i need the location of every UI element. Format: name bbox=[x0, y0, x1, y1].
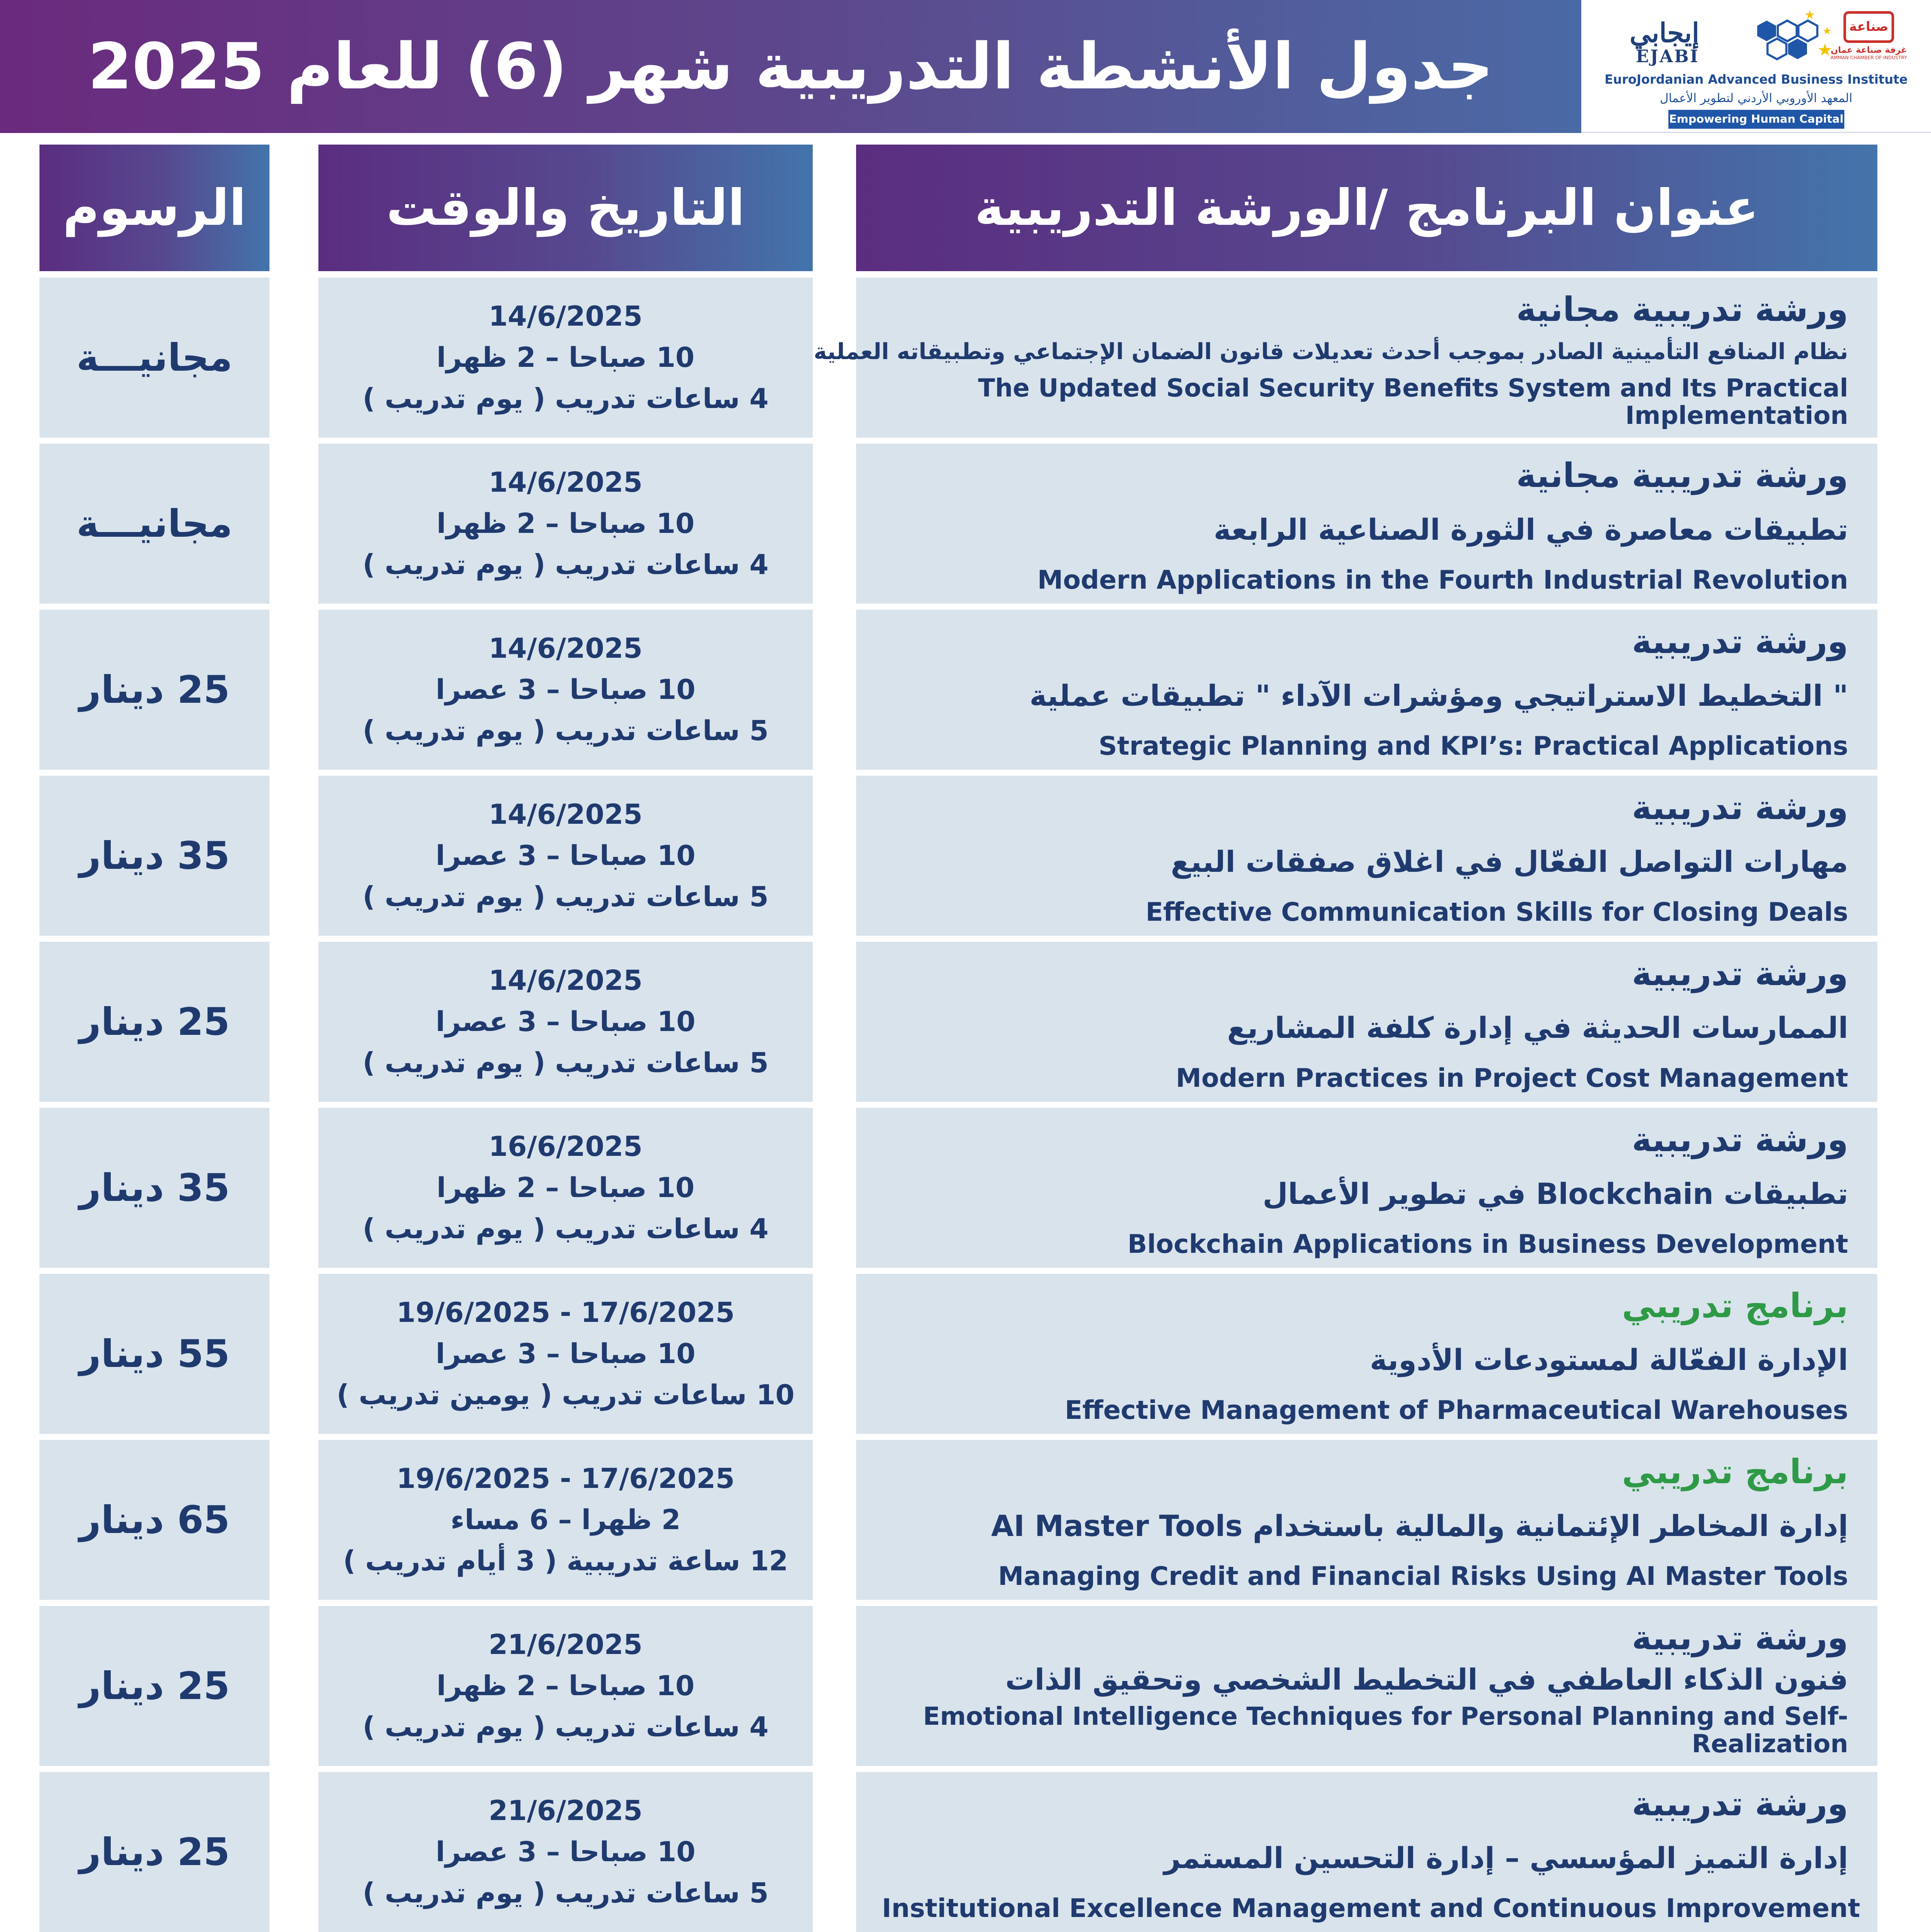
fee-text: 55 دينار bbox=[79, 1332, 230, 1376]
column-header-fee-text: الرسوم bbox=[63, 179, 246, 237]
row-date-cell bbox=[318, 1108, 813, 1268]
hexagon-logo-icon bbox=[1744, 8, 1833, 69]
row-date-cell bbox=[318, 610, 813, 770]
duration-text: 4 ساعات تدريب ( يوم تدريب ) bbox=[362, 549, 769, 581]
chamber-name: غرفة صناعة عمان bbox=[1831, 44, 1907, 55]
time-text: 10 صباحا – 2 ظهرا bbox=[436, 1172, 695, 1204]
time-text: 10 صباحا – 3 عصرا bbox=[436, 840, 696, 872]
row-title-cell bbox=[856, 1772, 1877, 1932]
row-title-cell bbox=[856, 1606, 1877, 1766]
program-title-ar: مهارات التواصل الفعّال في اغلاق صفقات البيع bbox=[1171, 845, 1848, 879]
fee-text: 25 دينار bbox=[79, 1664, 230, 1708]
time-text: 10 صباحا – 2 ظهرا bbox=[436, 1670, 695, 1702]
program-title-en: Institutional Excellence Management and Continuous Improvement bbox=[882, 1893, 1860, 1923]
date-text: 21/6/2025 bbox=[488, 1795, 643, 1827]
date-text: 14/6/2025 bbox=[488, 798, 643, 831]
program-title-ar: الممارسات الحديثة في إدارة كلفة المشاريع bbox=[1227, 1011, 1848, 1045]
date-text: 16/6/2025 bbox=[488, 1131, 643, 1163]
row-title-cell bbox=[856, 1108, 1877, 1268]
svg-text:★: ★ bbox=[1817, 40, 1833, 60]
row-fee-cell bbox=[39, 1772, 269, 1932]
duration-text: 5 ساعات تدريب ( يوم تدريب ) bbox=[362, 715, 769, 747]
program-title-ar: فنون الذكاء العاطفي في التخطيط الشخصي وتحقيق الذات bbox=[1005, 1663, 1848, 1697]
row-title-cell bbox=[856, 1274, 1877, 1434]
duration-text: 5 ساعات تدريب ( يوم تدريب ) bbox=[362, 1877, 769, 1909]
row-fee-cell bbox=[39, 1274, 269, 1434]
date-text: 14/6/2025 bbox=[488, 466, 643, 499]
row-title-cell bbox=[856, 942, 1877, 1102]
row-date-cell bbox=[318, 942, 813, 1102]
program-title-ar: إدارة المخاطر الإئتمانية والمالية باستخدام AI Master Tools bbox=[991, 1509, 1848, 1543]
row-fee-cell bbox=[39, 942, 269, 1102]
fee-text: مجانيـــة bbox=[76, 502, 233, 546]
activity-type: ورشة تدريبية bbox=[1631, 623, 1848, 661]
program-title-ar: تطبيقات معاصرة في الثورة الصناعية الرابعة bbox=[1214, 513, 1848, 547]
row-fee-cell bbox=[39, 1440, 269, 1600]
program-title-en: Strategic Planning and KPI’s: Practical Applications bbox=[1099, 731, 1848, 761]
row-fee-cell bbox=[39, 610, 269, 770]
date-text: 14/6/2025 bbox=[488, 300, 643, 333]
column-header-date bbox=[318, 145, 813, 271]
column-header-fee bbox=[39, 145, 269, 271]
time-text: 10 صباحا – 3 عصرا bbox=[436, 674, 696, 706]
row-fee-cell bbox=[39, 1108, 269, 1268]
duration-text: 4 ساعات تدريب ( يوم تدريب ) bbox=[362, 383, 769, 415]
chamber-seal bbox=[1822, 8, 1916, 63]
fee-text: 35 دينار bbox=[79, 834, 230, 878]
program-title-en: The Updated Social Security Benefits System and Its Practical Implementation bbox=[978, 373, 1848, 430]
program-title-ar: تطبيقات Blockchain في تطوير الأعمال bbox=[1262, 1177, 1848, 1211]
row-title-cell bbox=[856, 1440, 1877, 1600]
row-date-cell bbox=[318, 1772, 813, 1932]
fee-text: مجانيـــة bbox=[76, 336, 233, 380]
row-fee-cell bbox=[39, 278, 269, 438]
institute-name-en: EuroJordanian Advanced Business Institute bbox=[1604, 72, 1908, 87]
institute-name-ar: المعهد الأوروبي الأردني لتطوير الأعمال bbox=[1660, 91, 1852, 105]
duration-text: 5 ساعات تدريب ( يوم تدريب ) bbox=[362, 881, 769, 913]
row-title-cell bbox=[856, 444, 1877, 604]
row-fee-cell bbox=[39, 1606, 269, 1766]
fee-text: 35 دينار bbox=[79, 1166, 230, 1210]
fee-text: 25 دينار bbox=[79, 668, 230, 712]
page-title bbox=[0, 0, 1581, 133]
time-text: 10 صباحا – 2 ظهرا bbox=[436, 508, 695, 540]
program-title-ar: إدارة التميز المؤسسي – إدارة التحسين المستمر bbox=[1164, 1841, 1848, 1875]
row-date-cell bbox=[318, 1274, 813, 1434]
row-date-cell bbox=[318, 1606, 813, 1766]
program-title-en: Managing Credit and Financial Risks Using AI Master Tools bbox=[998, 1561, 1848, 1591]
logo bbox=[1581, 0, 1931, 133]
row-date-cell bbox=[318, 444, 813, 604]
date-text: 21/6/2025 bbox=[488, 1629, 643, 1661]
date-text: 19/6/2025 - 17/6/2025 bbox=[396, 1463, 735, 1495]
tagline-badge: Empowering Human Capital bbox=[1668, 110, 1844, 129]
column-header-date-text: التاريخ والوقت bbox=[386, 179, 745, 237]
activity-type: ورشة تدريبية bbox=[1631, 955, 1848, 993]
fee-text: 65 دينار bbox=[79, 1498, 230, 1542]
activity-type: ورشة تدريبية مجانية bbox=[1516, 290, 1848, 329]
program-title-ar: نظام المنافع التأمينية الصادر بموجب أحدث تعديلات قانون الضمان الإجتماعي وتطبيقاته العملية bbox=[814, 339, 1848, 365]
time-text: 2 ظهرا – 6 مساء bbox=[451, 1504, 681, 1536]
program-title-en: Modern Practices in Project Cost Management bbox=[1175, 1063, 1848, 1093]
chamber-name-en: AMMAN CHAMBER OF INDUSTRY bbox=[1830, 54, 1907, 60]
chamber-seal-badge: صناعة bbox=[1843, 11, 1894, 43]
activity-type: ورشة تدريبية bbox=[1631, 1121, 1848, 1159]
date-text: 14/6/2025 bbox=[488, 632, 643, 665]
time-text: 10 صباحا – 2 ظهرا bbox=[436, 342, 695, 374]
column-header-title bbox=[856, 145, 1877, 271]
program-title-en: Blockchain Applications in Business Development bbox=[1127, 1229, 1848, 1259]
row-fee-cell bbox=[39, 444, 269, 604]
duration-text: 4 ساعات تدريب ( يوم تدريب ) bbox=[362, 1711, 769, 1743]
fee-text: 25 دينار bbox=[79, 1830, 230, 1874]
program-title-en: Effective Management of Pharmaceutical Warehouses bbox=[1065, 1395, 1848, 1425]
row-date-cell bbox=[318, 278, 813, 438]
logo-arabic-text: إيجابي bbox=[1629, 17, 1699, 48]
row-title-cell bbox=[856, 610, 1877, 770]
row-title-cell bbox=[814, 278, 1877, 438]
program-title-en: Modern Applications in the Fourth Industrial Revolution bbox=[1037, 565, 1848, 595]
time-text: 10 صباحا – 3 عصرا bbox=[436, 1006, 696, 1038]
row-title-cell bbox=[856, 776, 1877, 936]
program-title-en: Emotional Intelligence Techniques for Personal Planning and Self-Realization bbox=[923, 1702, 1848, 1758]
date-text: 19/6/2025 - 17/6/2025 bbox=[396, 1297, 735, 1329]
column-header-title-text: عنوان البرنامج /الورشة التدريبية bbox=[975, 179, 1759, 237]
svg-text:★: ★ bbox=[1804, 8, 1816, 22]
program-title-en: Effective Communication Skills for Closing Deals bbox=[1145, 897, 1848, 927]
duration-text: 5 ساعات تدريب ( يوم تدريب ) bbox=[362, 1047, 769, 1079]
activity-type: ورشة تدريبية bbox=[1631, 1619, 1848, 1657]
row-fee-cell bbox=[39, 776, 269, 936]
duration-text: 12 ساعة تدريبية ( 3 أيام تدريب ) bbox=[343, 1545, 788, 1577]
duration-text: 10 ساعات تدريب ( يومين تدريب ) bbox=[336, 1379, 795, 1411]
svg-text:★: ★ bbox=[1822, 25, 1832, 37]
activity-type: ورشة تدريبية bbox=[1631, 789, 1848, 827]
time-text: 10 صباحا – 3 عصرا bbox=[436, 1338, 696, 1370]
duration-text: 4 ساعات تدريب ( يوم تدريب ) bbox=[362, 1213, 769, 1245]
fee-text: 25 دينار bbox=[79, 1000, 230, 1044]
page-title-text: جدول الأنشطة التدريبية شهر (6) للعام 2025 bbox=[88, 30, 1494, 103]
row-date-cell bbox=[318, 1440, 813, 1600]
date-text: 14/6/2025 bbox=[488, 964, 643, 997]
time-text: 10 صباحا – 3 عصرا bbox=[436, 1836, 696, 1868]
row-date-cell bbox=[318, 776, 813, 936]
activity-type: ورشة تدريبية bbox=[1631, 1785, 1848, 1823]
logo-english-text: EJABI bbox=[1636, 46, 1699, 67]
activity-type: ورشة تدريبية مجانية bbox=[1516, 457, 1848, 495]
program-title-ar: " التخطيط الاستراتيجي ومؤشرات الآداء " تطبيقات عملية bbox=[1029, 679, 1848, 713]
activity-type: برنامج تدريبي bbox=[1622, 1453, 1848, 1491]
program-title-ar: الإدارة الفعّالة لمستودعات الأدوية bbox=[1370, 1343, 1848, 1377]
activity-type: برنامج تدريبي bbox=[1622, 1287, 1848, 1325]
